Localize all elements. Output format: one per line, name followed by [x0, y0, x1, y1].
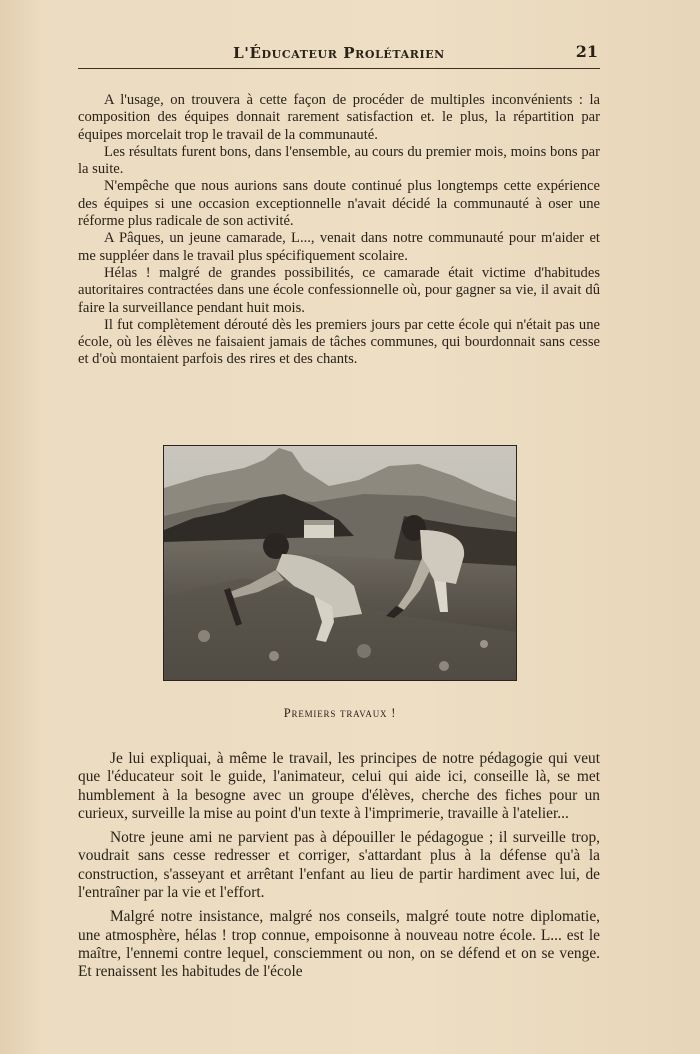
article-text-bottom — [78, 750, 600, 988]
paragraph: Il fut complètement dérouté dès les premiers jours par cette école qui n'était pas une école, où les élèves ne faisaient jamais de tâches communes, qui bourdonnait sans cesse et d'où montaient parfois des rires et des chants. — [78, 316, 600, 368]
photograph-children-digging — [163, 445, 517, 681]
photo-caption: Premiers travaux ! — [283, 706, 397, 720]
paragraph: Hélas ! malgré de grandes possibilités, ce camarade était victime d'habitudes autoritaires contractées dans une école confessionnelle où, pour gagner sa vie, il avait dû faire la surveillance pendant huit mois. — [78, 264, 600, 316]
paragraph: Je lui expliquai, à même le travail, les principes de notre pédagogie qui veut que l'éducateur soit le guide, l'animateur, celui qui aide ici, conseille là, se met humblement à la besogne avec un groupe d'élèves, cherche des fiches pour un curieux, surveille la mise au point d'un texte à l'imprimerie, travaille à l'atelier... — [78, 750, 600, 822]
page-header — [78, 40, 600, 69]
running-title: L'Éducateur Prolétarien — [233, 44, 445, 62]
paragraph: N'empêche que nous aurions sans doute continué plus longtemps cette expérience des équipes si une occasion exceptionnelle n'avait décidé la communauté à oser une réforme plus radicale de son activité. — [78, 178, 600, 230]
paragraph: Les résultats furent bons, dans l'ensemble, au cours du premier mois, moins bons par la suite. — [78, 143, 600, 178]
paragraph: A l'usage, on trouvera à cette façon de procéder de multiples inconvénients : la composition des équipes donnait rarement satisfaction et. le plus, la répartition par équipes morcelait trop le travail de la communauté. — [78, 92, 600, 143]
paragraph: Malgré notre insistance, malgré nos conseils, malgré toute notre diplomatie, une atmosphère, hélas ! trop connue, empoisonne à nouveau notre école. L... est le maître, l'ennemi contre lequel, consciemment ou non, on se défend et on se venge. Et renaissent les habitudes de l'école — [78, 908, 600, 981]
page-number: 21 — [575, 42, 598, 61]
article-text-top — [78, 92, 600, 369]
paragraph: Notre jeune ami ne parvient pas à dépouiller le pédagogue ; il surveille trop, voudrait sans cesse redresser et corriger, s'attardant plus à la défense qu'à la construction, s'asseyant et arrêtant l'enfant au lieu de partir hardiment avec lui, de l'entraîner par la vie et l'effort. — [78, 829, 600, 902]
paragraph: A Pâques, un jeune camarade, L..., venait dans notre communauté pour m'aider et me suppléer dans le travail plus spécifiquement scolaire. — [78, 230, 600, 264]
